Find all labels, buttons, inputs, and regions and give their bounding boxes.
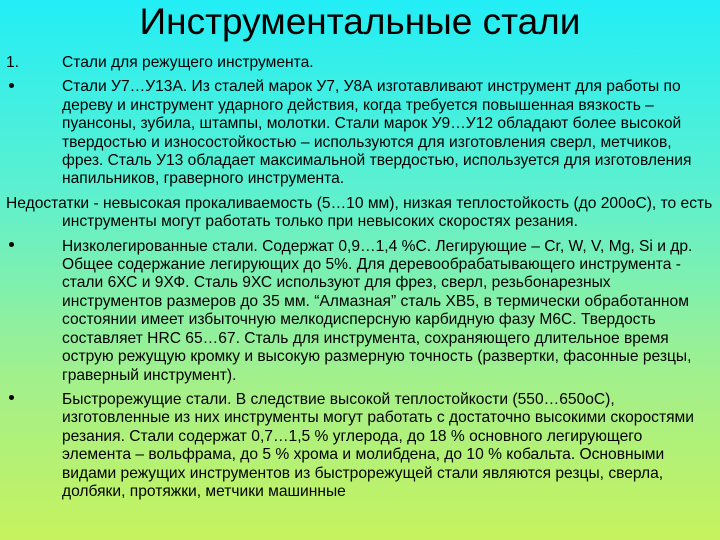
bullet-item-high-speed-steels — [6, 391, 714, 501]
bullet-icon — [6, 238, 56, 256]
numbered-item — [6, 54, 714, 72]
bullet-text-low-alloy-steels: Низколегированные стали. Содержат 0,9…1,4 %С. Легирующие – Cr, W, V, Mg, Si и др. Общее содержание легирующих до 5%. Для деревообрабатывающего инструмента - стали 6ХС и 9ХФ. Сталь 9ХС используют для фрез, сверл, резьбонарезных инструментов размеров до 35 мм. “Алмазная” сталь ХВ5, в термически обработанном состоянии имеет избыточную мелкодисперсную карбидную фазу М6С. Твердость составляет HRC 65…67. Сталь для инструмента, сохраняющего длительное время острую режущую кромку и высокую размерную точность (развертки, фасонные резцы, граверный инструмент). — [62, 237, 693, 384]
numbered-item-text: Стали для режущего инструмента. — [62, 54, 314, 71]
bullet-text-carbon-steels: Стали У7…У13А. Из сталей марок У7, У8А изготавливают инструмент для работы по дереву и инструмент ударного действия, когда требуется повышенная вязкость – пуансоны, зубила, штампы, молотки. Стали марок У9…У12 обладают более высокой твердостью и износостойкостью – используются для изготовления сверл, метчиков, фрез. Сталь У13 обладает максимальной твердостью, используется для изготовления напильников, граверного инструмента. — [62, 78, 692, 188]
bullet-icon — [6, 391, 56, 409]
item-number: 1. — [6, 54, 20, 71]
drawbacks-paragraph: Недостатки - невысокая прокаливаемость (5…10 мм), низкая теплостойкость (до 200оС), то есть инструменты могут работать только при невысоких скоростях резания. — [6, 194, 713, 231]
bullet-icon — [6, 78, 56, 96]
bullet-item-carbon-steels — [6, 78, 714, 188]
bullet-text-high-speed-steels: Быстрорежущие стали. В следствие высокой теплостойкости (550…650оС), изготовленные из них инструменты могут работать с достаточно высокими скоростями резания. Стали содержат 0,7…1,5 % углерода, до 18 % основного легирующего элемента – вольфрама, до 5 % хрома и молибдена, до 10 % кобальта. Основными видами режущих инструментов из быстрорежущей стали являются резцы, сверла, долбяки, протяжки, метчики машинные — [62, 390, 694, 500]
bullet-item-low-alloy-steels — [6, 238, 714, 385]
slide-title: Инструментальные стали — [139, 1, 581, 42]
slide-body — [6, 54, 714, 507]
